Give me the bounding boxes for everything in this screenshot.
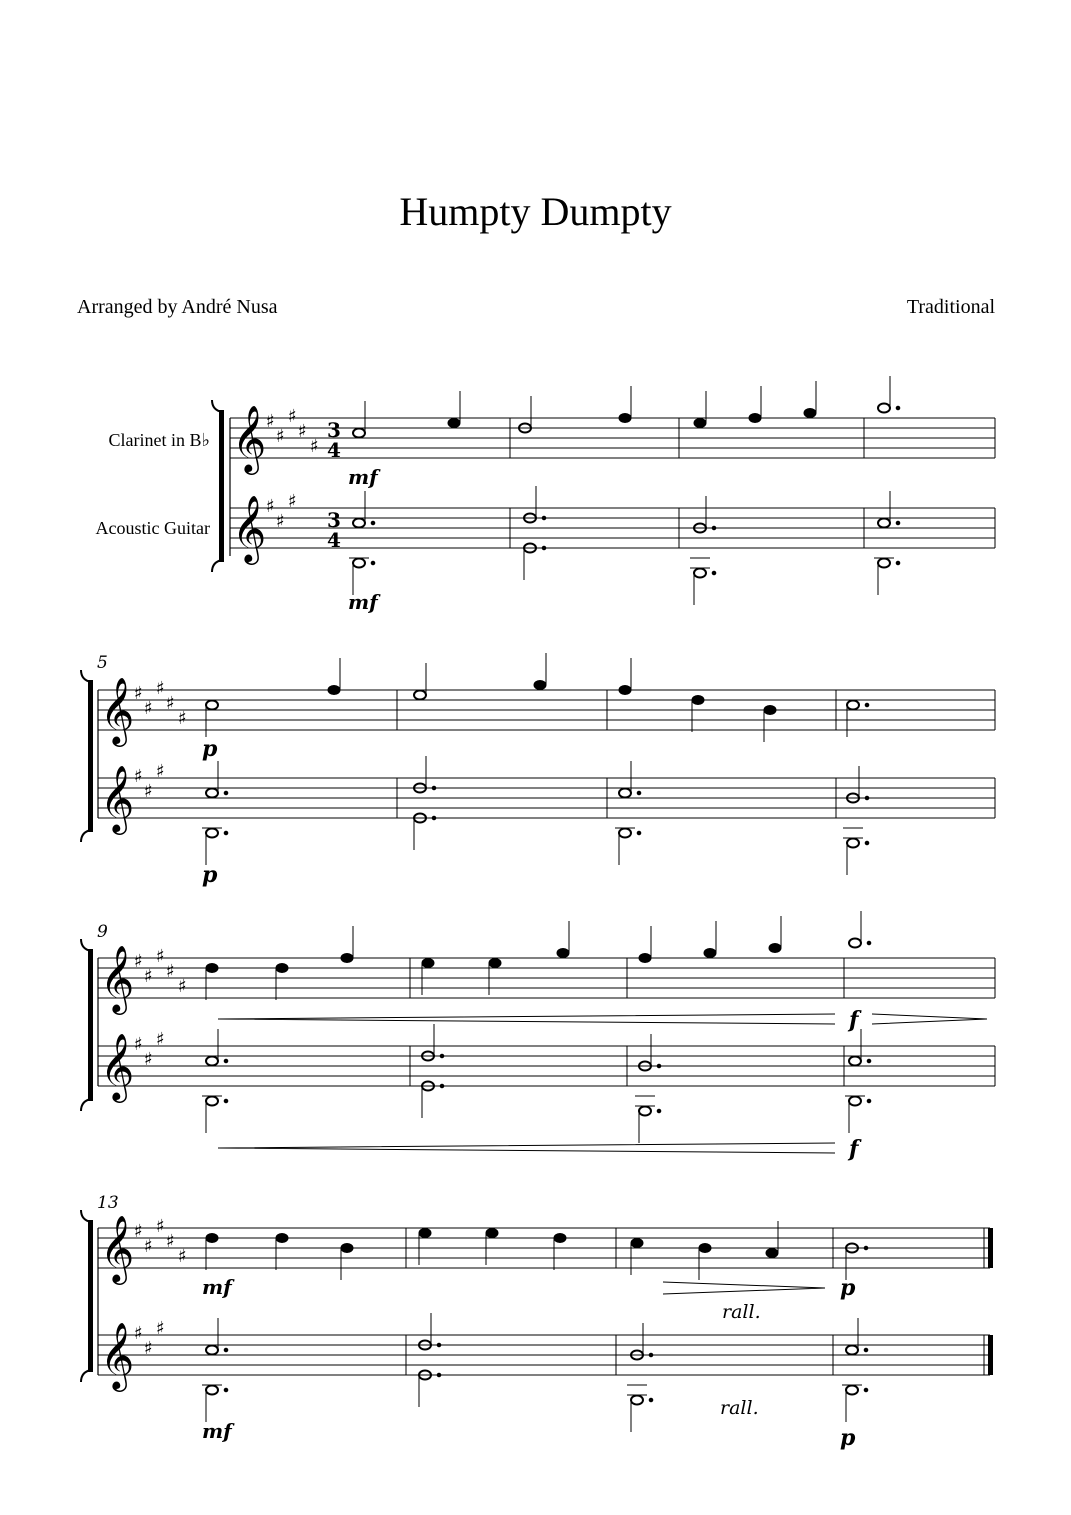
time-sig-top: 3 [327,508,341,532]
instrument-label-clarinet: Clarinet in B♭ [108,430,210,450]
treble-clef-icon: 𝄞 [100,1214,135,1282]
notes-clarinet [206,911,871,1000]
measure-number: 13 [97,1193,119,1213]
svg-text:♯: ♯ [134,766,143,787]
svg-text:♯: ♯ [144,1338,153,1359]
treble-clef-icon: 𝄞 [100,764,135,832]
svg-text:♯: ♯ [134,1323,143,1344]
staff-guitar [98,1046,995,1086]
treble-clef-icon: 𝄞 [100,944,135,1012]
svg-text:♯: ♯ [166,1231,175,1252]
staff-guitar [98,778,995,818]
treble-clef-icon: 𝄞 [100,1032,135,1100]
svg-text:♯: ♯ [310,436,319,457]
dynamic-mf: mf [202,1275,232,1299]
dynamic-p: p [202,736,218,762]
key-signature-guitar [266,491,297,532]
svg-text:♯: ♯ [178,708,187,729]
system-bracket-bar [88,680,93,832]
svg-text:♯: ♯ [144,698,153,719]
dynamic-f: f [849,1136,859,1162]
key-signature-clarinet [134,946,187,997]
svg-text:♯: ♯ [178,1246,187,1267]
notes-clarinet [206,1221,868,1280]
measure-number: 9 [97,922,108,942]
system-1 [212,376,995,614]
tempo-rall: rall. [720,1397,759,1419]
staff-guitar [230,508,995,548]
notes-guitar [202,1313,868,1432]
dynamic-f: f [849,1007,859,1033]
dynamic-mf: mf [348,590,378,614]
staff-clarinet [98,1228,990,1268]
svg-text:♯: ♯ [298,421,307,442]
treble-clef-icon: 𝄞 [232,494,267,562]
tempo-rall: rall. [722,1301,761,1323]
treble-clef-icon: 𝄞 [232,404,267,472]
treble-clef-icon: 𝄞 [100,1321,135,1389]
staff-clarinet [98,690,995,730]
svg-text:♯: ♯ [144,1236,153,1257]
svg-text:♯: ♯ [178,976,187,997]
svg-text:♯: ♯ [156,1216,165,1237]
system-3 [81,911,995,1162]
svg-text:♯: ♯ [134,951,143,972]
svg-text:♯: ♯ [156,946,165,967]
key-signature-clarinet [266,406,319,457]
svg-text:♯: ♯ [156,1318,165,1339]
svg-text:♯: ♯ [166,693,175,714]
system-bracket-bar [219,410,224,562]
decrescendo-hairpin [872,1014,987,1024]
page-title: Humpty Dumpty [399,189,672,234]
svg-text:♯: ♯ [134,1221,143,1242]
key-signature-clarinet [134,678,187,729]
treble-clef-icon: 𝄞 [100,676,135,744]
time-sig-bottom: 4 [327,438,341,462]
svg-text:♯: ♯ [266,496,275,517]
notes-guitar [349,486,900,605]
composer-credit: Traditional [906,296,995,318]
dynamic-p: p [840,1275,856,1301]
dynamic-p: p [840,1425,856,1451]
svg-text:♯: ♯ [144,966,153,987]
svg-text:♯: ♯ [144,781,153,802]
svg-text:♯: ♯ [276,511,285,532]
svg-text:♯: ♯ [156,1029,165,1050]
svg-text:♯: ♯ [276,426,285,447]
svg-text:♯: ♯ [288,406,297,427]
instrument-label-guitar: Acoustic Guitar [95,518,210,538]
svg-text:♯: ♯ [288,491,297,512]
staff-clarinet [98,958,995,998]
dynamic-mf: mf [348,465,378,489]
crescendo-hairpin [218,1143,835,1153]
system-2 [81,653,995,888]
notes-clarinet [206,653,869,742]
svg-text:♯: ♯ [156,761,165,782]
system-bracket-bar [88,949,93,1101]
key-signature-guitar [134,761,165,802]
dynamic-mf: mf [202,1419,232,1443]
staff-guitar [98,1335,990,1375]
key-signature-clarinet [134,1216,187,1267]
key-signature-guitar [134,1318,165,1359]
final-barline [988,1335,993,1375]
dynamic-p: p [202,862,218,888]
system-4 [81,1193,993,1451]
notes-guitar [202,1024,871,1143]
crescendo-hairpin [218,1014,835,1024]
svg-text:♯: ♯ [166,961,175,982]
system-bracket-bar [88,1220,93,1372]
svg-text:♯: ♯ [266,411,275,432]
arranger-credit: Arranged by André Nusa [77,296,278,318]
svg-text:♯: ♯ [144,1049,153,1070]
svg-text:♯: ♯ [134,1034,143,1055]
final-barline [988,1228,993,1268]
svg-text:♯: ♯ [134,683,143,704]
notes-guitar [202,756,869,875]
measure-number: 5 [97,653,108,673]
svg-text:♯: ♯ [156,678,165,699]
staff-clarinet [230,418,995,458]
decrescendo-hairpin [663,1282,825,1294]
time-sig-bottom: 4 [327,528,341,552]
time-sig-top: 3 [327,418,341,442]
key-signature-guitar [134,1029,165,1070]
